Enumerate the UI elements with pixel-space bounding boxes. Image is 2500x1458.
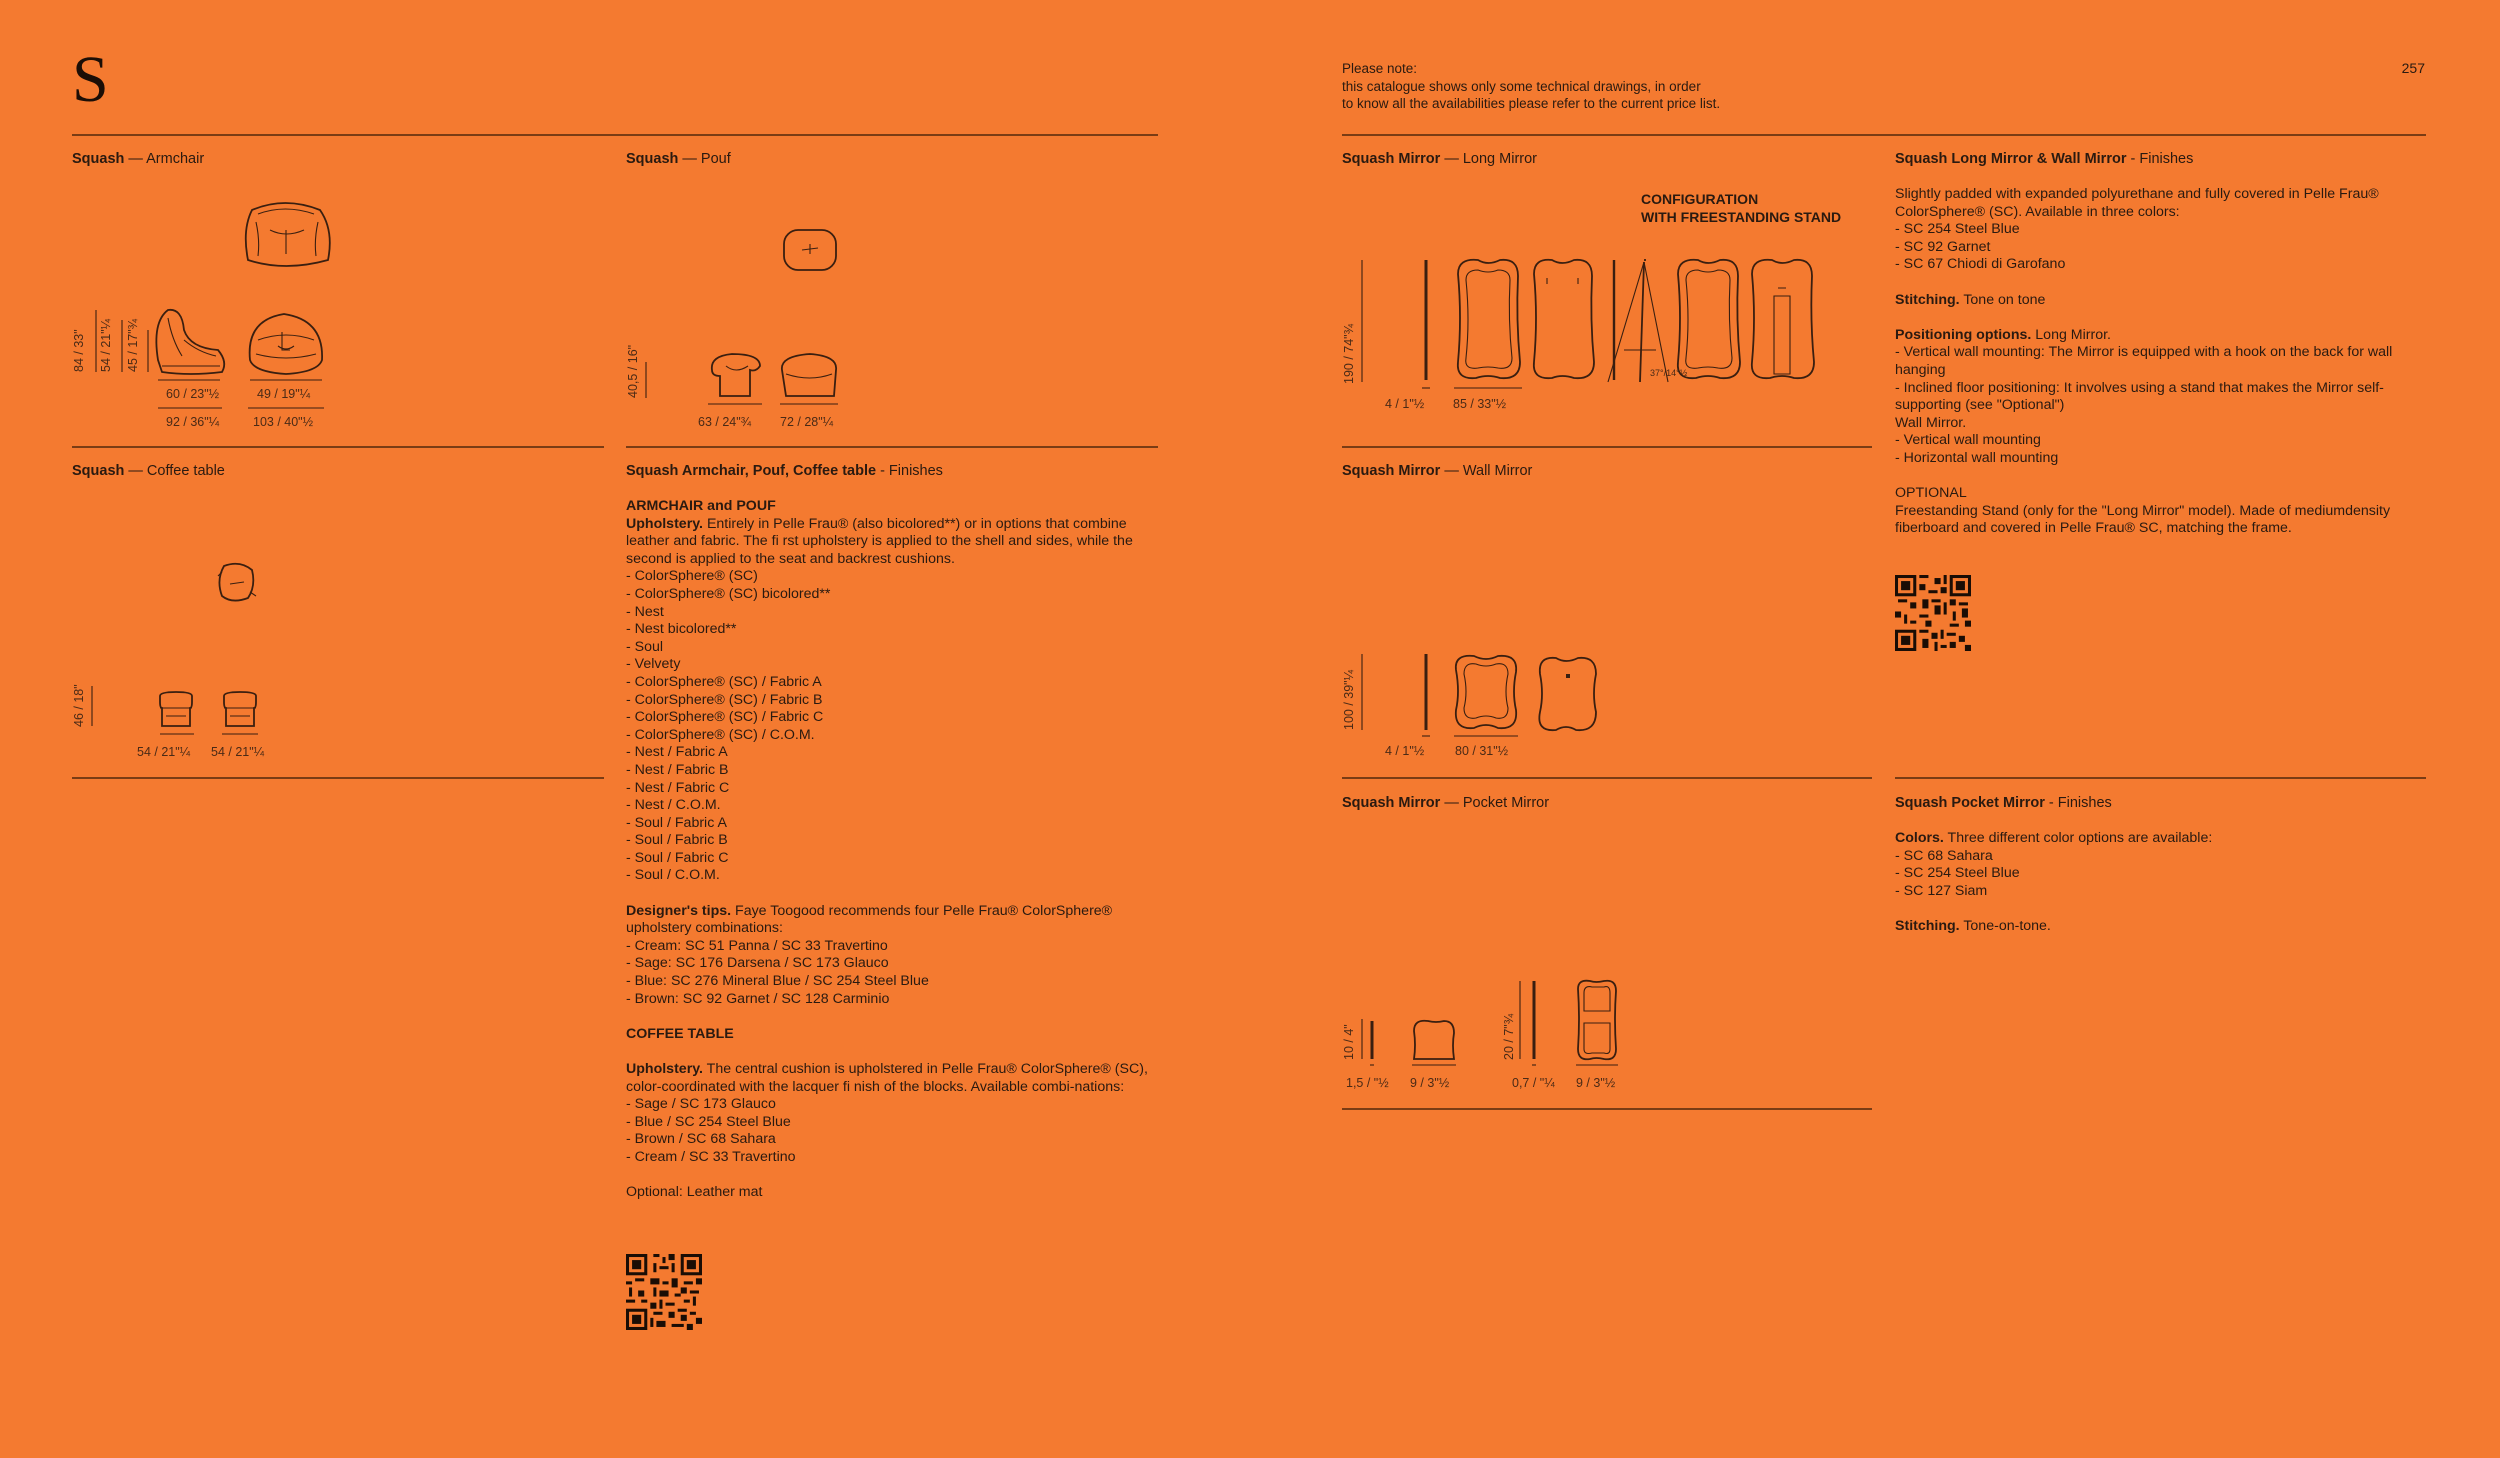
note-line: to know all the availabilities please refer to the current price list.: [1342, 96, 1721, 111]
divider: [72, 777, 604, 779]
dimension-width: 49 / 19"¼: [257, 387, 311, 401]
dimension-depth: 60 / 23"½: [166, 387, 220, 401]
dimension-width: 72 / 28"¼: [780, 415, 834, 429]
dimension-width: 54 / 21"¼: [211, 745, 265, 759]
option-item: - ColorSphere® (SC): [626, 568, 758, 585]
dimension-total-width: 103 / 40"½: [253, 415, 314, 429]
dimension-total-depth: 92 / 36"¼: [166, 415, 220, 429]
dimension-height: 190 / 74"¾: [1342, 323, 1356, 384]
option-item: - Soul / Fabric B: [626, 832, 728, 849]
optional-note: Optional: Leather mat: [626, 1184, 763, 1201]
divider: [1342, 1108, 1872, 1110]
option-item: - ColorSphere® (SC) / C.O.M.: [626, 726, 815, 743]
coffee-option-item: - Cream / SC 33 Travertino: [626, 1148, 796, 1165]
coffee-table-drawing: [72, 500, 372, 760]
section-heading: COFFEE TABLE: [626, 1025, 734, 1042]
divider: [72, 446, 604, 448]
designer-tip-item: - Sage: SC 176 Darsena / SC 173 Glauco: [626, 955, 889, 972]
dimension-seat-height: 54 / 21"¼: [99, 318, 113, 372]
dimension-angle: 37°/14°½: [1650, 368, 1688, 378]
color-item: - SC 67 Chiodi di Garofano: [1895, 256, 2066, 273]
positioning-item: - Inclined floor positioning: It involves using a stand that makes the Mirror self-supporting (see "Optional"): [1895, 379, 2384, 414]
long-mirror-title: Squash Mirror — Long Mirror: [1342, 151, 1537, 167]
dimension-height: 40,5 / 16": [626, 344, 640, 398]
coffee-option-item: - Blue / SC 254 Steel Blue: [626, 1113, 791, 1130]
coffee-upholstery-paragraph: Upholstery. The central cushion is upholstered in Pelle Frau® ColorSphere® (SC), color-coordinated with the lacquer fi nish of the blocks. Available combi-nations:: [626, 1061, 1148, 1095]
finishes-pocket-title: Squash Pocket Mirror - Finishes: [1895, 795, 2112, 811]
upholstery-paragraph: Upholstery. Entirely in Pelle Frau® (also bicolored**) or in options that combine leather and fabric. The fi rst upholstery is applied to the shell and sides, while the second is applied to the seat and backrest cushions.: [626, 515, 1133, 567]
qr-code-icon: [626, 1254, 702, 1330]
divider: [72, 134, 1158, 136]
note-line: Please note:: [1342, 61, 1418, 76]
option-item: - Soul / Fabric A: [626, 814, 727, 831]
dimension-arm-height: 45 / 17"¾: [126, 318, 140, 372]
dimension-height-closed: 10 / 4": [1342, 1024, 1356, 1060]
intro-paragraph: Slightly padded with expanded polyurethane and fully covered in Pelle Frau® ColorSphere® (SC). Available in three colors:: [1895, 186, 2379, 220]
option-item: - Velvety: [626, 656, 681, 673]
optional-paragraph: Freestanding Stand (only for the "Long Mirror" model). Made of mediumdensity fiberboard and covered in Pelle Frau® SC, matching the frame.: [1895, 502, 2391, 537]
dimension-height-open: 20 / 7"¾: [1502, 1013, 1516, 1060]
colors-paragraph: Colors. Three different color options are available:: [1895, 830, 2213, 846]
option-item: - ColorSphere® (SC) / Fabric A: [626, 673, 822, 690]
pouf-title: Squash — Pouf: [626, 151, 731, 167]
finishes-pocket-body: [1895, 830, 2423, 936]
dimension-height: 100 / 39"¼: [1342, 669, 1356, 730]
dimension-height: 84 / 33": [72, 329, 86, 372]
positioning-paragraph: Positioning options. Long Mirror.: [1895, 326, 2111, 343]
armchair-drawing: [72, 190, 372, 430]
dimension-width: 85 / 33"½: [1453, 397, 1507, 411]
dimension-depth: 1,5 / "½: [1346, 1076, 1389, 1090]
color-item: - SC 127 Siam: [1895, 882, 1988, 899]
designer-tips-paragraph: Designer's tips. Faye Toogood recommends four Pelle Frau® ColorSphere® upholstery combinations:: [626, 902, 1113, 937]
option-item: - Soul / C.O.M.: [626, 867, 720, 884]
divider: [1342, 134, 2426, 136]
dimension-depth: 63 / 24"¾: [698, 415, 752, 429]
positioning-item: - Vertical wall mounting: The Mirror is equipped with a hook on the back for wall hanging: [1895, 344, 2393, 378]
index-letter: S: [72, 43, 109, 116]
positioning-item: Wall Mirror.: [1895, 414, 1967, 431]
stitching-paragraph: Stitching. Tone on tone: [1895, 291, 2046, 308]
designer-tip-item: - Cream: SC 51 Panna / SC 33 Travertino: [626, 937, 888, 954]
finishes-mirror-body: [1895, 186, 2423, 538]
positioning-item: - Vertical wall mounting: [1895, 432, 2041, 449]
finishes-mirror-title: Squash Long Mirror & Wall Mirror - Finishes: [1895, 151, 2194, 167]
dimension-width-open: 9 / 3"½: [1576, 1076, 1616, 1090]
option-item: - Nest: [626, 603, 664, 620]
long-mirror-drawing: [1342, 250, 1862, 410]
option-item: - Soul: [626, 638, 664, 655]
option-item: - Nest / Fabric C: [626, 779, 730, 796]
wall-mirror-title: Squash Mirror — Wall Mirror: [1342, 463, 1533, 479]
armchair-title: Squash — Armchair: [72, 151, 205, 167]
divider: [1895, 777, 2426, 779]
catalogue-note: [1342, 60, 1720, 113]
pouf-drawing: [626, 190, 926, 430]
divider: [1342, 777, 1872, 779]
coffee-option-item: - Sage / SC 173 Glauco: [626, 1096, 776, 1113]
designer-tip-item: - Brown: SC 92 Garnet / SC 128 Carminio: [626, 990, 890, 1007]
color-item: - SC 254 Steel Blue: [1895, 865, 2020, 882]
option-item: - Nest / C.O.M.: [626, 797, 721, 814]
color-item: - SC 68 Sahara: [1895, 847, 1993, 864]
dimension-width: 9 / 3"½: [1410, 1076, 1450, 1090]
dimension-height: 46 / 18": [72, 684, 86, 727]
designer-tip-item: - Blue: SC 276 Mineral Blue / SC 254 Steel Blue: [626, 973, 929, 990]
note-line: this catalogue shows only some technical drawings, in order: [1342, 78, 1701, 94]
dimension-depth-open: 0,7 / "¼: [1512, 1076, 1555, 1090]
dimension-depth: 4 / 1"½: [1385, 744, 1425, 758]
option-item: - Nest / Fabric A: [626, 744, 728, 761]
color-item: - SC 92 Garnet: [1895, 238, 1991, 255]
page-number: 257: [2401, 60, 2425, 76]
configuration-label: CONFIGURATION WITH FREESTANDING STAND: [1641, 191, 1842, 225]
positioning-item: - Horizontal wall mounting: [1895, 449, 2059, 466]
finishes-armchair-body: [626, 498, 1156, 1202]
option-item: - Soul / Fabric C: [626, 849, 729, 866]
dimension-depth: 54 / 21"¼: [137, 745, 191, 759]
option-item: - ColorSphere® (SC) bicolored**: [626, 585, 831, 602]
pocket-mirror-title: Squash Mirror — Pocket Mirror: [1342, 795, 1550, 811]
coffee-table-title: Squash — Coffee table: [72, 463, 225, 479]
divider: [1342, 446, 1872, 448]
finishes-armchair-title: Squash Armchair, Pouf, Coffee table - Finishes: [626, 463, 943, 479]
dimension-width: 80 / 31"½: [1455, 744, 1509, 758]
option-item: - Nest bicolored**: [626, 621, 737, 638]
option-item: - ColorSphere® (SC) / Fabric C: [626, 709, 824, 726]
option-item: - Nest / Fabric B: [626, 761, 729, 778]
stitching-paragraph: Stitching. Tone-on-tone.: [1895, 917, 2051, 934]
option-item: - ColorSphere® (SC) / Fabric B: [626, 691, 823, 708]
optional-heading: OPTIONAL: [1895, 485, 1967, 502]
coffee-option-item: - Brown / SC 68 Sahara: [626, 1131, 776, 1148]
dimension-depth: 4 / 1"½: [1385, 397, 1425, 411]
pocket-mirror-drawing: [1342, 975, 1642, 1075]
divider: [626, 446, 1158, 448]
color-item: - SC 254 Steel Blue: [1895, 221, 2020, 238]
section-heading: ARMCHAIR and POUF: [626, 498, 776, 514]
qr-code-icon: [1895, 575, 1971, 651]
